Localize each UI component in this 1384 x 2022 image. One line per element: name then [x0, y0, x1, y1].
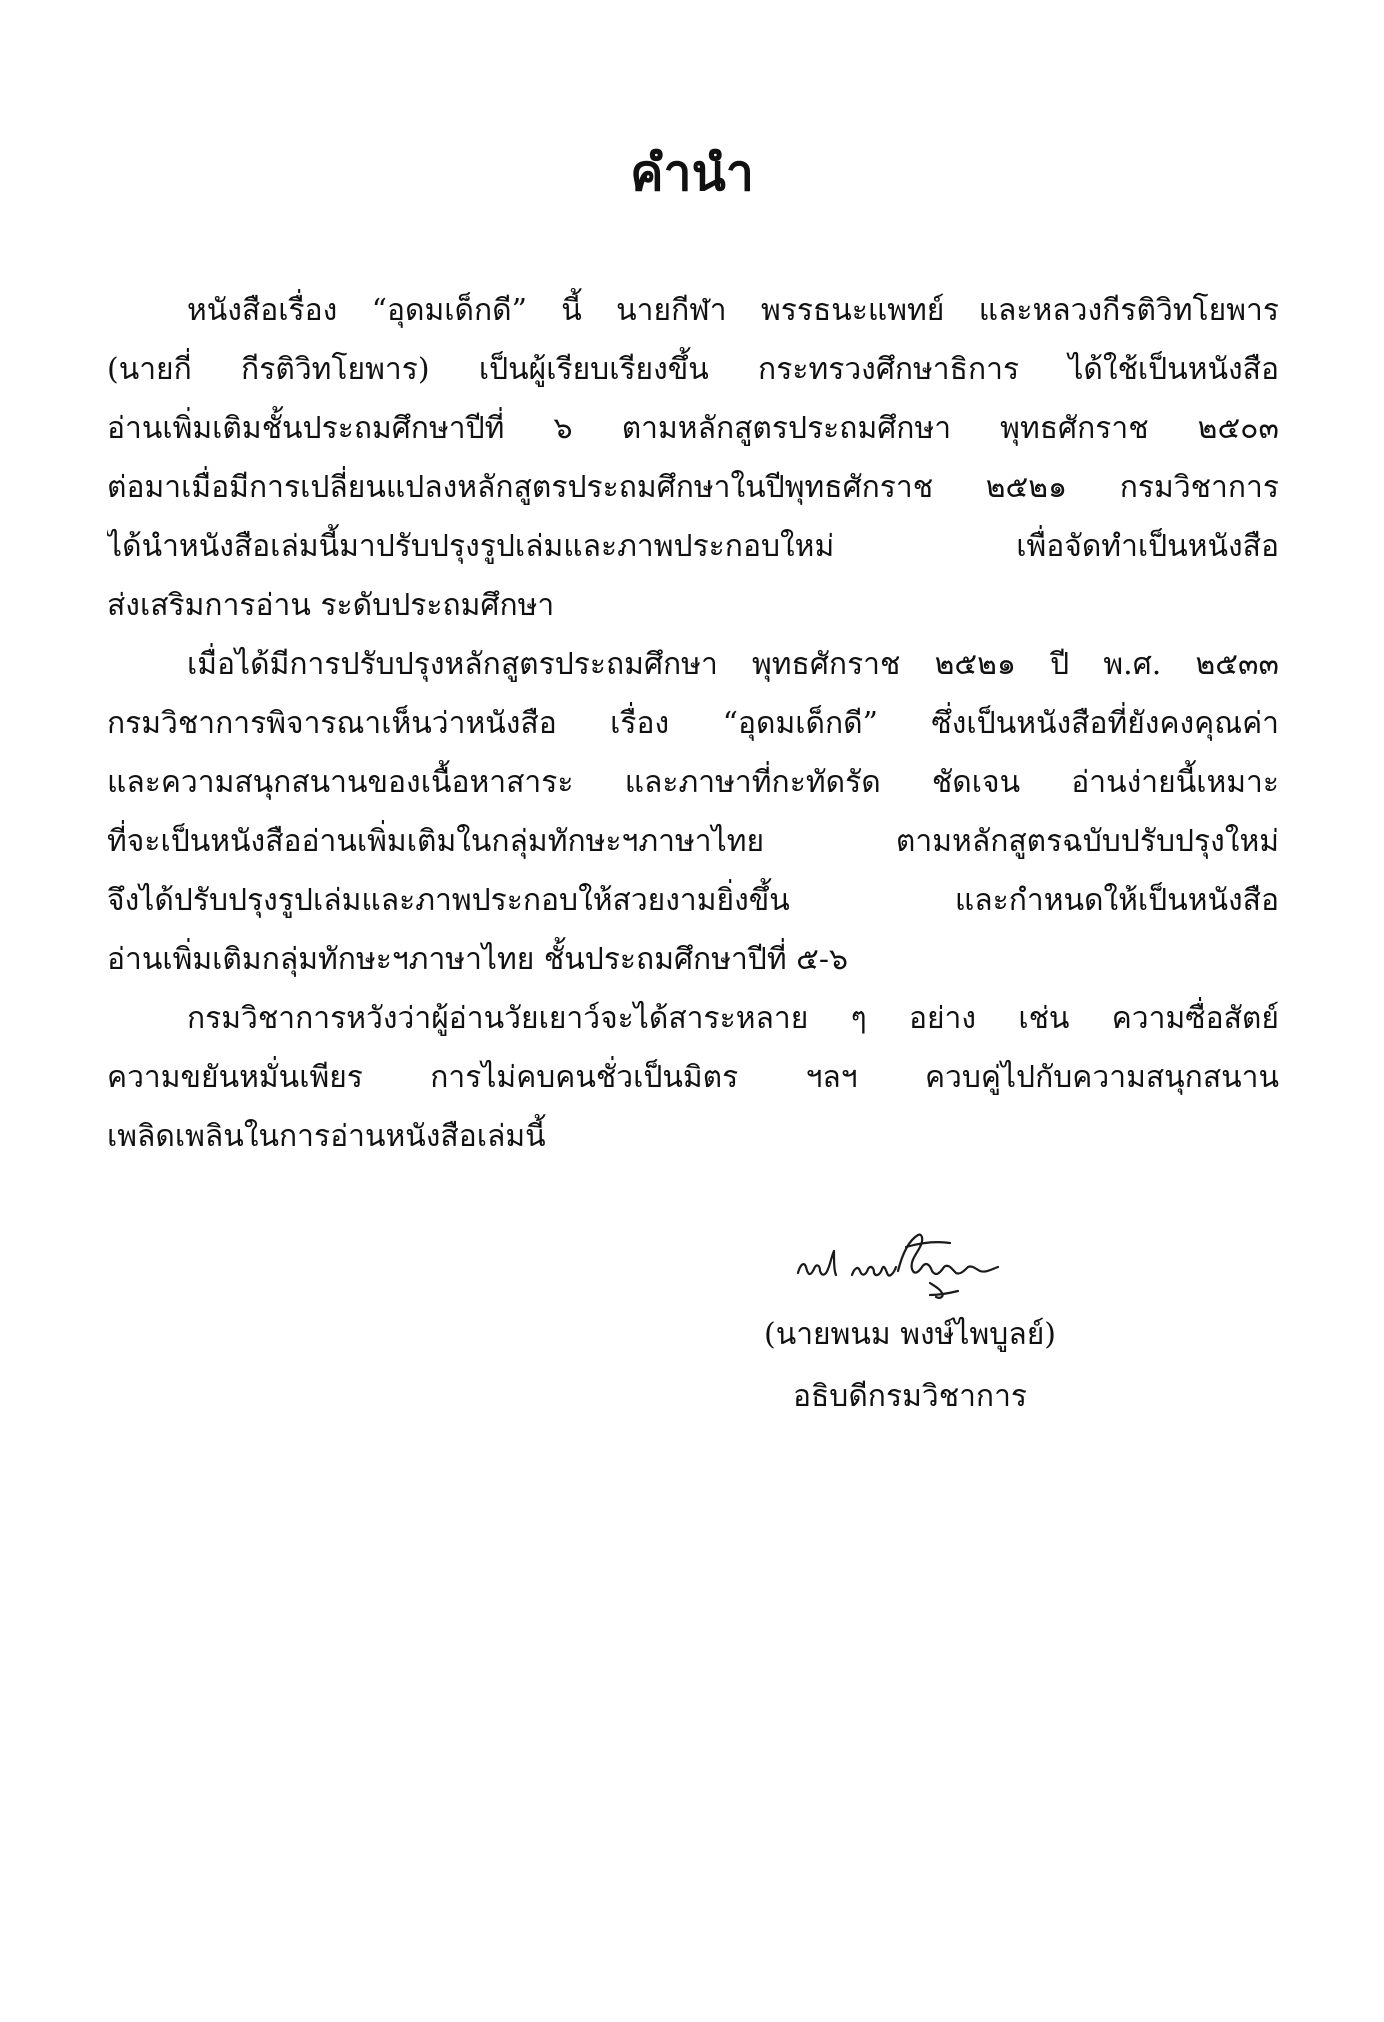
text-line: ส่งเสริมการอ่าน ระดับประถมศึกษา: [107, 588, 555, 623]
text-line: ที่จะเป็นหนังสืออ่านเพิ่มเติมในกลุ่มทักษะฯภาษาไทย ตามหลักสูตรฉบับปรับปรุงใหม่: [107, 824, 1279, 859]
paragraph-2: [107, 635, 1279, 989]
page-title: คำนำ: [630, 144, 754, 202]
text-line: (นายกี่ กีรติวิทโยพาร) เป็นผู้เรียบเรียงขึ้น กระทรวงศึกษาธิการ ได้ใช้เป็นหนังสือ: [107, 352, 1279, 387]
text-line: และความสนุกสนานของเนื้อหาสาระ และภาษาที่กะทัดรัด ชัดเจน อ่านง่ายนี้เหมาะ: [107, 765, 1279, 800]
handwritten-signature: [790, 1225, 1070, 1305]
signature-block: [660, 1225, 1160, 1455]
text-line: หนังสือเรื่อง “อุดมเด็กดี” นี้ นายกีฬา พรรธนะแพทย์ และหลวงกีรติวิทโยพาร: [187, 293, 1279, 328]
text-line: กรมวิชาการพิจารณาเห็นว่าหนังสือ เรื่อง “อุดมเด็กดี” ซึ่งเป็นหนังสือที่ยังคงคุณค่า: [107, 706, 1279, 741]
text-line: อ่านเพิ่มเติมกลุ่มทักษะฯภาษาไทย ชั้นประถมศึกษาปีที่ ๕-๖: [107, 942, 849, 977]
text-line: อ่านเพิ่มเติมชั้นประถมศึกษาปีที่ ๖ ตามหลักสูตรประถมศึกษา พุทธศักราช ๒๕๐๓: [107, 411, 1279, 446]
signer-position: อธิบดีกรมวิชาการ: [792, 1379, 1028, 1414]
text-line: เมื่อได้มีการปรับปรุงหลักสูตรประถมศึกษา พุทธศักราช ๒๕๒๑ ปี พ.ศ. ๒๕๓๓: [187, 647, 1279, 682]
paragraph-1: [107, 281, 1279, 635]
paragraph-3: [107, 989, 1279, 1166]
text-line: ได้นำหนังสือเล่มนี้มาปรับปรุงรูปเล่มและภาพประกอบใหม่ เพื่อจัดทำเป็นหนังสือ: [107, 529, 1279, 564]
signer-name: (นายพนม พงษ์ไพบูลย์): [763, 1317, 1056, 1352]
text-line: เพลิดเพลินในการอ่านหนังสือเล่มนี้: [107, 1119, 546, 1154]
text-line: จึงได้ปรับปรุงรูปเล่มและภาพประกอบให้สวยงามยิ่งขึ้น และกำหนดให้เป็นหนังสือ: [107, 883, 1279, 918]
preface-body: [107, 281, 1279, 1166]
text-line: กรมวิชาการหวังว่าผู้อ่านวัยเยาว์จะได้สาระหลาย ๆ อย่าง เช่น ความซื่อสัตย์: [187, 1001, 1279, 1036]
text-line: ความขยันหมั่นเพียร การไม่คบคนชั่วเป็นมิตร ฯลฯ ควบคู่ไปกับความสนุกสนาน: [107, 1060, 1279, 1095]
text-line: ต่อมาเมื่อมีการเปลี่ยนแปลงหลักสูตรประถมศึกษาในปีพุทธศักราช ๒๕๒๑ กรมวิชาการ: [107, 470, 1279, 505]
